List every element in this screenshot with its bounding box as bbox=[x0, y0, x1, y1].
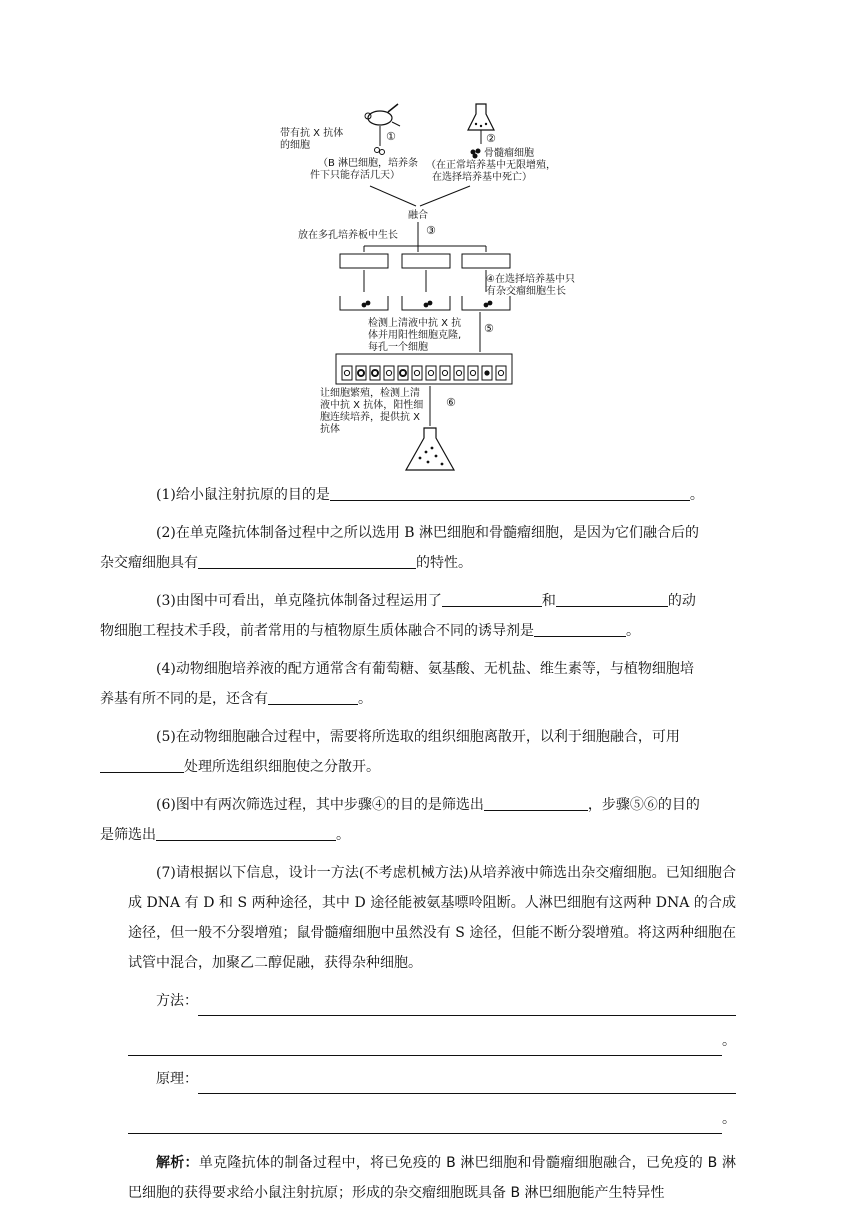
principle-blank-2[interactable] bbox=[128, 1115, 722, 1134]
question-1: (1)给小鼠注射抗原的目的是 。 bbox=[128, 480, 736, 510]
multi-well-plate bbox=[336, 354, 512, 384]
method-row-2: 。 bbox=[128, 1026, 736, 1056]
question-4: (4)动物细胞培养液的配方通常含有葡萄糖、氨基酸、无机盐、维生素等，与植物细胞培 养基有所不同的是，还含有 。 bbox=[100, 661, 694, 707]
step-1-label: ① bbox=[386, 130, 396, 143]
flask-icon bbox=[468, 104, 494, 130]
method-row bbox=[156, 986, 736, 1016]
analysis-text: 单克隆抗体的制备过程中，将已免疫的 B 淋巴细胞和骨髓瘤细胞融合，已免疫的 B 淋巴细胞的获得要求给小鼠注射抗原；形成的杂交瘤细胞既具备 B 淋巴细胞能产生特异性 bbox=[128, 1155, 737, 1201]
diagram-svg bbox=[280, 96, 610, 474]
questions-section bbox=[100, 480, 737, 1216]
question-7: (7)请根据以下信息，设计一方法(不考虑机械方法)从培养液中筛选出杂交瘤细胞。已知细胞合成 DNA 有 D 和 S 两种途径，其中 D 途径能被氨基嘌呤阻断。人淋巴细胞有这两种 DNA 的合成途径，但一般不分裂增殖；鼠骨髓瘤细胞中虽然没有 S 途径，但能不断分裂增殖。将这两种细胞在试管中混合，加聚乙二醇促融，获得杂种细胞。 bbox=[128, 865, 736, 971]
myeloma-label: 骨髓瘤细胞 bbox=[484, 148, 534, 159]
answer-blank-3c[interactable] bbox=[534, 618, 626, 637]
step-2-label: ② bbox=[486, 132, 496, 145]
principle-label: 原理： bbox=[156, 1071, 198, 1087]
principle-blank-1[interactable] bbox=[198, 1075, 736, 1094]
analysis-label: 解析： bbox=[156, 1155, 199, 1171]
question-5: (5)在动物细胞融合过程中，需要将所选取的组织细胞离散开，以利于细胞融合，可用 处理所选组织细胞使之分散开。 bbox=[128, 722, 736, 782]
step-5-label: ⑤ bbox=[484, 322, 494, 335]
myeloma-note: （在正常培养基中无限增殖，在选择培养基中死亡） bbox=[426, 160, 556, 183]
flask-product-icon bbox=[406, 428, 454, 470]
method-blank-2[interactable] bbox=[128, 1037, 722, 1056]
fusion-label: 融合 bbox=[408, 210, 428, 221]
answer-blank-3b[interactable] bbox=[556, 588, 668, 607]
antibody-cell-label: 带有抗 X 抗体的细胞 bbox=[280, 128, 344, 151]
method-label: 方法： bbox=[156, 993, 198, 1009]
myeloma-cells-icon bbox=[471, 149, 481, 159]
question-2: (2)在单克隆抗体制备过程中之所以选用 B 淋巴细胞和骨髓瘤细胞，是因为它们融合后的 杂交瘤细胞具有 的特性。 bbox=[100, 525, 700, 571]
question-6: (6)图中有两次筛选过程，其中步骤④的目的是筛选出 ，步骤⑤⑥的目的 是筛选出 。 bbox=[128, 790, 736, 850]
answer-blank-6b[interactable] bbox=[156, 822, 336, 841]
step-6-label: ⑥ bbox=[446, 396, 456, 409]
answer-blank-5[interactable] bbox=[100, 754, 184, 773]
selection-label: ④在选择培养基中只有杂交瘤细胞生长 bbox=[486, 274, 575, 297]
question-3: (3)由图中可看出，单克隆抗体制备过程运用了 和 的动 物细胞工程技术手段，前者常用的与植物原生质体融合不同的诱导剂是 。 bbox=[128, 586, 736, 646]
mouse-icon bbox=[365, 104, 400, 126]
answer-blank-2[interactable] bbox=[198, 550, 416, 569]
answer-blank-6a[interactable] bbox=[484, 792, 588, 811]
step-3-label: ③ bbox=[426, 224, 436, 237]
expand-label: 让细胞繁殖，检测上清液中抗 X 抗体，阳性细胞连续培养，提供抗 X 抗体 bbox=[320, 388, 424, 435]
principle-row bbox=[156, 1064, 736, 1094]
answer-blank-3a[interactable] bbox=[442, 588, 542, 607]
b-cells-icon bbox=[375, 148, 385, 155]
detect-label: 检测上清液中抗 X 抗体并用阳性细胞克隆,每孔一个细胞 bbox=[368, 318, 462, 353]
answer-blank-4[interactable] bbox=[268, 686, 358, 705]
b-cell-note: （B 淋巴细胞，培养条件下只能存活几天） bbox=[310, 158, 419, 181]
culture-dishes bbox=[340, 246, 510, 310]
analysis-paragraph bbox=[128, 1148, 736, 1208]
hybridoma-flow-diagram bbox=[280, 96, 610, 474]
principle-row-2: 。 bbox=[128, 1104, 736, 1134]
plate-label: 放在多孔培养板中生长 bbox=[298, 230, 398, 241]
method-blank-1[interactable] bbox=[198, 997, 736, 1016]
answer-blank-1[interactable] bbox=[330, 482, 690, 501]
